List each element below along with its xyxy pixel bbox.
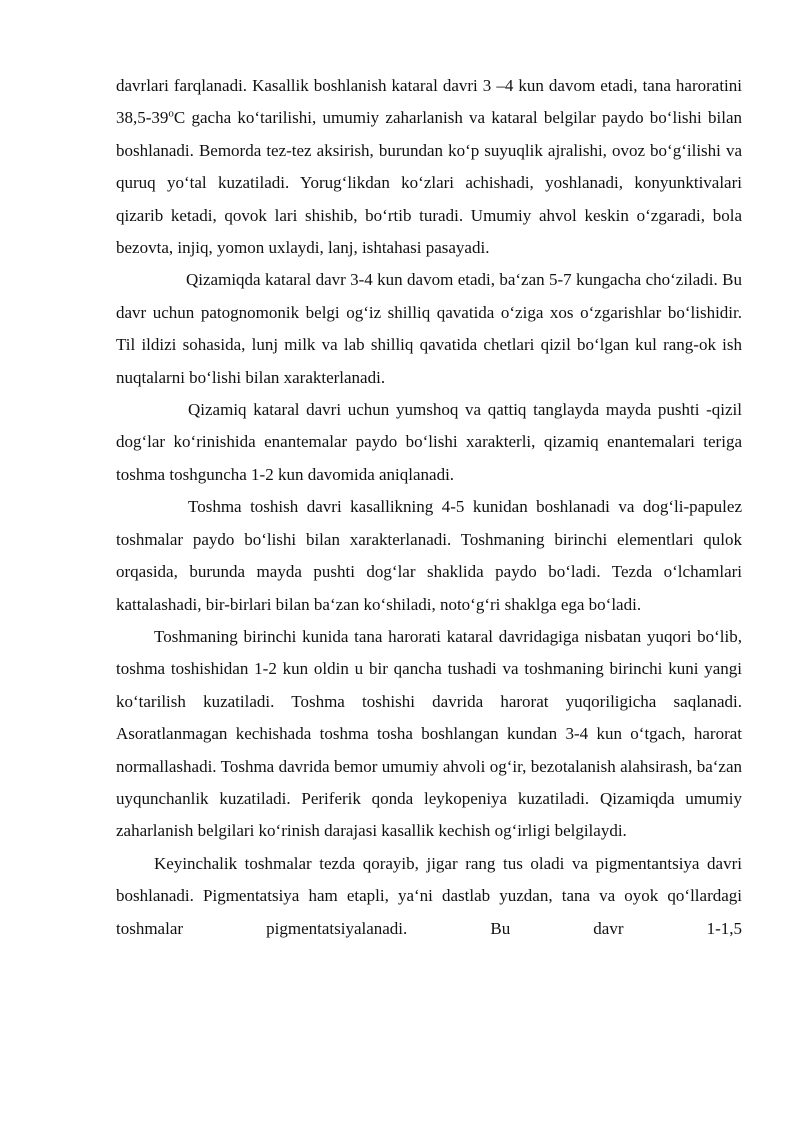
paragraph-5: Toshmaning birinchi kunida tana harorati kataral davridagiga nisbatan yuqori bo‘lib, toshma toshishidan 1-2 kun oldin u bir qancha tushadi va toshmaning birinchi kuni yangi ko‘tarilish kuzatiladi. Toshma toshishi davrida harorat yuqoriligicha saqlanadi. Asoratlanmagan kechishada toshma tosha boshlangan kundan 3-4 kun o‘tgach, harorat normallashadi. Toshma davrida bemor umumiy ahvoli og‘ir, bezotalanish alahsirash, ba‘zan uyqunchanlik kuzatiladi. Periferik qonda leykopeniya kuzatiladi. Qizamiqda umumiy zaharlanish belgilari ko‘rinish darajasi kasallik kechish og‘irligi belgilaydi. [116, 626, 742, 841]
paragraph-6: Keyinchalik toshmalar tezda qorayib, jigar rang tus oladi va pigmentantsiya davri boshlanadi. Pigmentatsiya ham etapli, ya‘ni dastlab yuzdan, tana va oyok qo‘llardagi toshmalar pigmentatsiyalanadi. Bu davr 1-1,5 [116, 853, 742, 938]
paragraph-3: Qizamiq kataral davri uchun yumshoq va qattiq tanglayda mayda pushti -qizil dog‘lar ko‘rinishida enantemalar paydo bo‘lishi xarakterli, qizamiq enantemalari teriga toshma toshguncha 1-2 kun davomida aniqlanadi. [116, 400, 742, 484]
paragraph-1-text-b: C gacha ko‘tarilishi, umumiy zaharlanish va kataral belgilar paydo bo‘lishi bilan boshlanadi. Bemorda tez-tez aksirish, burundan ko‘p suyuqlik ajralishi, ovoz bo‘g‘ilishi va quruq yo‘tal kuzatiladi. Yorug‘likdan ko‘zlari achishadi, yoshlanadi, konyunktivalari qizarib ketadi, qovok lari shishib, bo‘rtib turadi. Umumiy ahvol keskin o‘zgaradi, bola bezovta, injiq, yomon uxlaydi, lanj, ishtahasi pasayadi. [116, 108, 742, 258]
paragraph-4: Toshma toshish davri kasallikning 4-5 kunidan boshlanadi va dog‘li-papulez toshmalar paydo bo‘lishi bilan xarakterlanadi. Toshmaning birinchi elementlari qulok orqasida, burunda mayda pushti dog‘lar shaklida paydo bo‘ladi. Tezda o‘lchamlari kattalashadi, bir-birlari bilan ba‘zan ko‘shiladi, noto‘g‘ri shaklga ega bo‘ladi. [116, 497, 742, 614]
document-body [116, 70, 742, 945]
paragraph-1-text-a: davrlari farqlanadi. Kasallik boshlanish kataral davri 3 –4 kun davom etadi, tana haroratini 38,5-39 [116, 76, 742, 128]
degree-superscript: o [168, 107, 174, 120]
paragraph-2: Qizamiqda kataral davr 3-4 kun davom etadi, ba‘zan 5-7 kungacha cho‘ziladi. Bu davr uchun patognomonik belgi og‘iz shilliq qavatida o‘ziga xos o‘zgarishlar bo‘lishidir. Til ildizi sohasida, lunj milk va lab shilliq qavatida chetlari qizil bo‘lgan kul rang-ok ish nuqtalarni bo‘lishi bilan xarakterlanadi. [116, 270, 742, 387]
paragraph-1 [116, 70, 742, 264]
